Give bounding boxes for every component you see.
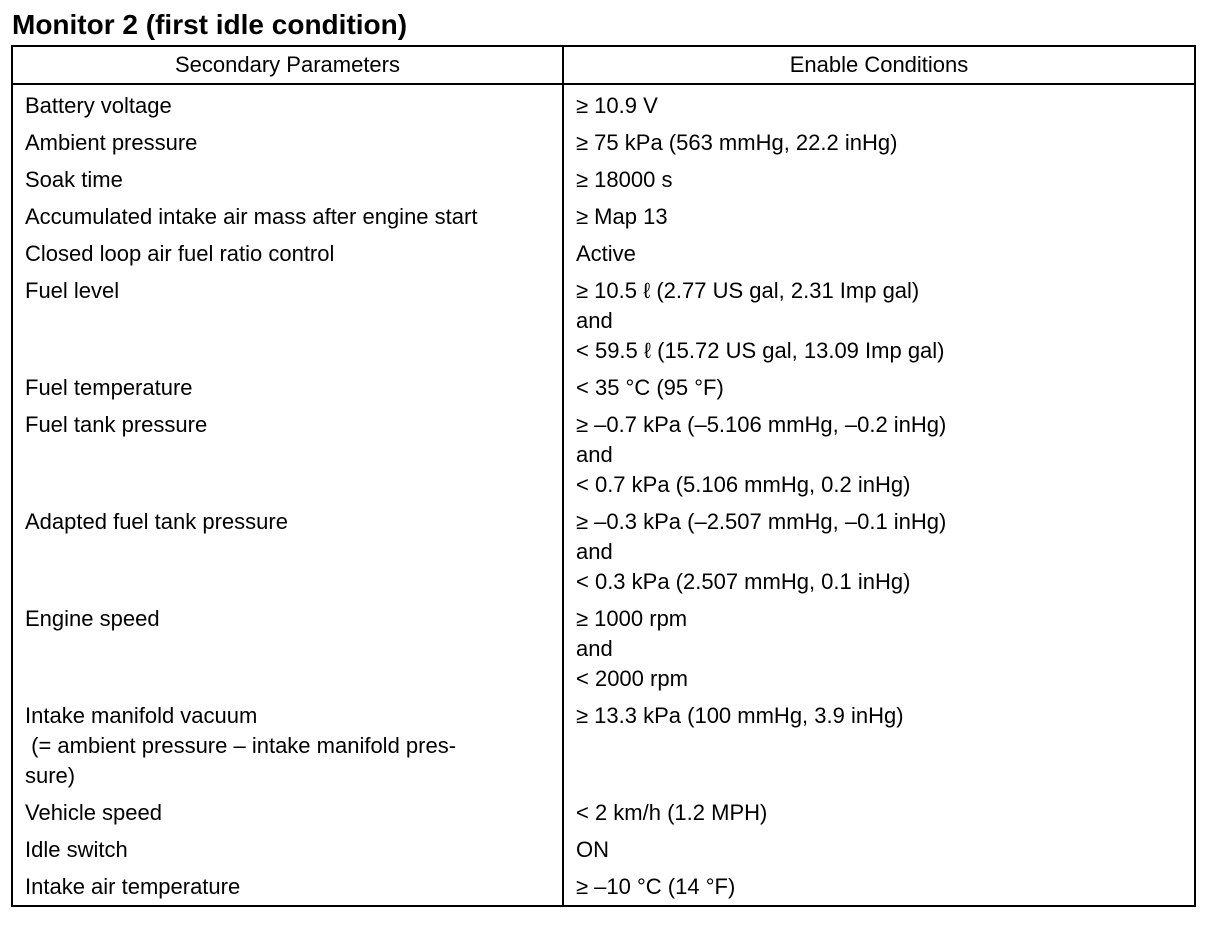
parameter-cell	[12, 272, 563, 369]
condition-cell	[563, 198, 1195, 235]
table-row	[12, 369, 1195, 406]
table-row	[12, 697, 1195, 794]
condition-cell	[563, 503, 1195, 600]
condition-cell-line: and	[576, 539, 613, 564]
condition-cell	[563, 831, 1195, 868]
parameter-cell-line: Closed loop air fuel ratio control	[25, 241, 335, 266]
parameter-cell	[12, 600, 563, 697]
parameter-cell-line: Engine speed	[25, 606, 160, 631]
condition-cell	[563, 697, 1195, 794]
parameter-cell-line: Fuel tank pressure	[25, 412, 208, 437]
parameter-cell-line: Ambient pressure	[25, 130, 198, 155]
condition-cell	[563, 84, 1195, 124]
table-row	[12, 868, 1195, 906]
condition-cell-line: < 2 km/h (1.2 MPH)	[576, 800, 768, 825]
parameter-cell	[12, 84, 563, 124]
condition-cell-line: Active	[576, 241, 636, 266]
parameter-cell	[12, 235, 563, 272]
table-row	[12, 124, 1195, 161]
condition-cell-line: < 2000 rpm	[576, 666, 688, 691]
parameter-cell-line: Intake air temperature	[25, 874, 241, 899]
parameter-cell-line: Adapted fuel tank pressure	[25, 509, 288, 534]
condition-cell-line: ≥ 10.9 V	[576, 93, 658, 118]
parameter-cell	[12, 831, 563, 868]
parameter-cell-line: Soak time	[25, 167, 123, 192]
condition-cell-line: ≥ –0.7 kPa (–5.106 mmHg, –0.2 inHg)	[576, 412, 947, 437]
parameter-cell	[12, 406, 563, 503]
condition-cell-line: ≥ 1000 rpm	[576, 606, 688, 631]
condition-cell	[563, 600, 1195, 697]
table-row	[12, 161, 1195, 198]
parameter-cell	[12, 124, 563, 161]
parameter-cell-line: Intake manifold vacuum	[25, 703, 258, 728]
parameter-cell-line: Idle switch	[25, 837, 128, 862]
condition-cell-line: ≥ 13.3 kPa (100 mmHg, 3.9 inHg)	[576, 703, 904, 728]
condition-cell	[563, 369, 1195, 406]
condition-cell-line: < 59.5 ℓ (15.72 US gal, 13.09 Imp gal)	[576, 338, 945, 363]
table-row	[12, 198, 1195, 235]
condition-cell-line: ON	[576, 837, 609, 862]
parameter-cell	[12, 697, 563, 794]
parameter-cell	[12, 198, 563, 235]
table-row	[12, 272, 1195, 369]
parameter-cell-line: Vehicle speed	[25, 800, 162, 825]
table-row	[12, 831, 1195, 868]
parameter-cell	[12, 161, 563, 198]
parameter-cell	[12, 369, 563, 406]
condition-cell-line: and	[576, 442, 613, 467]
parameter-cell	[12, 503, 563, 600]
parameter-cell-line: Fuel temperature	[25, 375, 193, 400]
parameter-cell-line: Fuel level	[25, 278, 120, 303]
parameter-cell-line: Accumulated intake air mass after engine start	[25, 204, 478, 229]
table-row	[12, 235, 1195, 272]
table-row	[12, 84, 1195, 124]
condition-cell-line: ≥ –10 °C (14 °F)	[576, 874, 736, 899]
parameter-cell	[12, 868, 563, 906]
condition-cell-line: ≥ 75 kPa (563 mmHg, 22.2 inHg)	[576, 130, 898, 155]
condition-cell	[563, 161, 1195, 198]
parameter-cell-line: (= ambient pressure – intake manifold pres-	[25, 733, 457, 758]
column-header-enable-conditions: Enable Conditions	[563, 46, 1195, 84]
table-row	[12, 406, 1195, 503]
condition-cell-line: ≥ 18000 s	[576, 167, 673, 192]
condition-cell-line: ≥ 10.5 ℓ (2.77 US gal, 2.31 Imp gal)	[576, 278, 920, 303]
parameter-cell-line: Battery voltage	[25, 93, 172, 118]
condition-cell-line: < 35 °C (95 °F)	[576, 375, 724, 400]
condition-cell-line: ≥ –0.3 kPa (–2.507 mmHg, –0.1 inHg)	[576, 509, 947, 534]
condition-cell-line: and	[576, 636, 613, 661]
page-title: Monitor 2 (first idle condition)	[12, 9, 408, 40]
condition-cell	[563, 868, 1195, 906]
condition-cell	[563, 124, 1195, 161]
condition-cell-line: < 0.3 kPa (2.507 mmHg, 0.1 inHg)	[576, 569, 911, 594]
condition-cell-line: < 0.7 kPa (5.106 mmHg, 0.2 inHg)	[576, 472, 911, 497]
table-header-row	[12, 46, 1195, 84]
parameter-cell	[12, 794, 563, 831]
condition-cell-line: and	[576, 308, 613, 333]
condition-cell-line: ≥ Map 13	[576, 204, 668, 229]
table-row	[12, 794, 1195, 831]
table-row	[12, 503, 1195, 600]
condition-cell	[563, 794, 1195, 831]
enable-conditions-table	[11, 45, 1196, 907]
parameter-cell-line: sure)	[25, 763, 76, 788]
condition-cell	[563, 235, 1195, 272]
condition-cell	[563, 406, 1195, 503]
table-row	[12, 600, 1195, 697]
column-header-secondary-parameters: Secondary Parameters	[12, 46, 563, 84]
condition-cell	[563, 272, 1195, 369]
